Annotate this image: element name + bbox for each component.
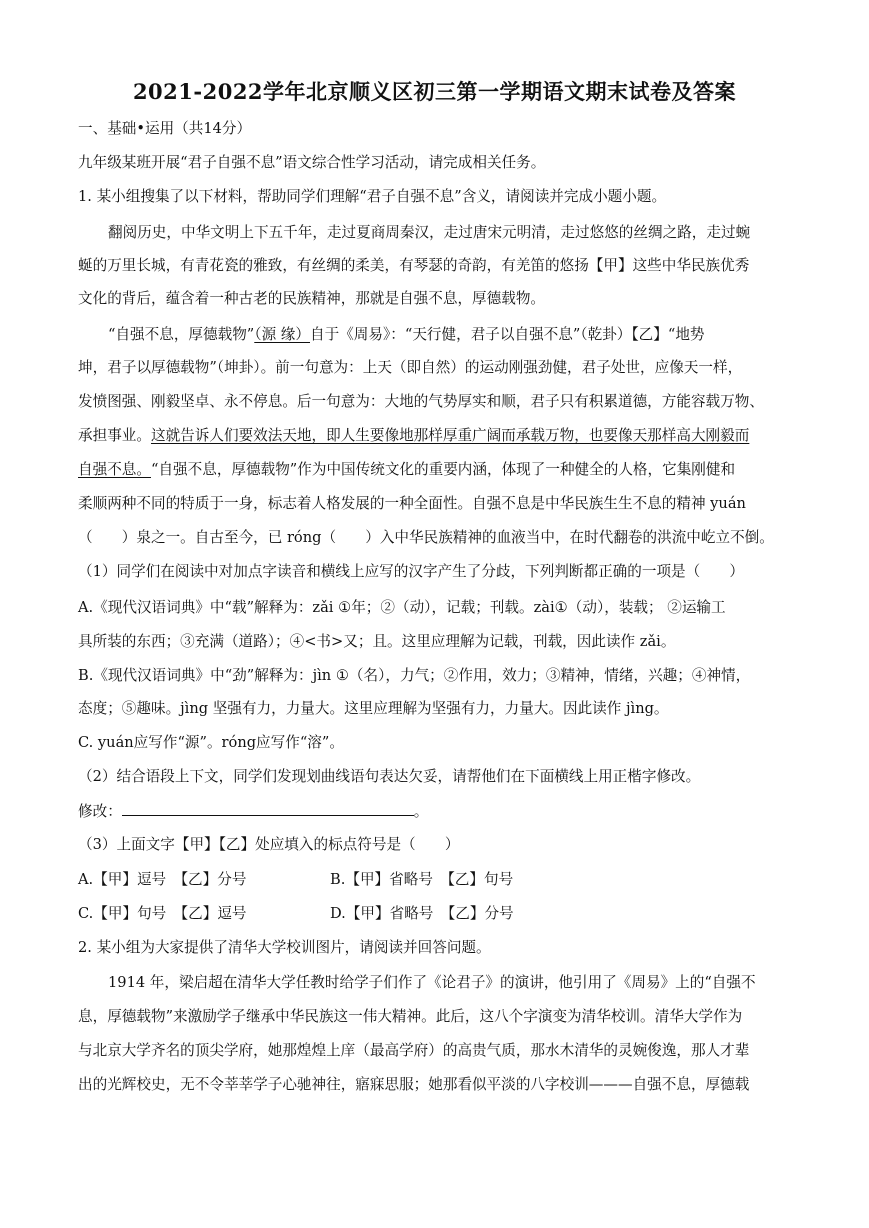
section-heading: 一、基础•运用（共14分） [78,120,252,137]
question-1: 1. 某小组搜集了以下材料，帮助同学们理解“君子自强不息”含义，请阅读并完成小题小题。 [78,188,667,205]
text-span: 承担事业。 [78,427,151,444]
choice-c: C.【甲】句号 【乙】逗号 [78,905,247,922]
correction-line [78,801,428,822]
question-2: 2. 某小组为大家提供了清华大学校训图片，请阅读并回答问题。 [78,939,491,956]
text-span: 。 [413,803,429,820]
correction-label: 修改： [78,803,122,820]
activity-intro: 九年级某班开展“君子自强不息”语文综合性学习活动，请完成相关任务。 [78,154,546,171]
sub-question-2: （2）结合语段上下文，同学们发现划曲线语句表达欠妥，请帮他们在下面横线上用正楷字修改。 [78,768,701,785]
option-c-line: C. yuán应写作“源”。róng应写作“溶”。 [78,734,344,751]
text-span: “自强不息，厚德载物”作为中国传统文化的重要内涵，体现了一种健全的人格，它集刚健和 [150,461,736,478]
paragraph-2-line: 柔顺两种不同的特质于一身，标志着人格发展的一种全面性。自强不息是中华民族生生不息的精神 yuán [78,495,746,512]
page-title: 2021-2022学年北京顺义区初三第一学期语文期末试卷及答案 [132,79,737,104]
paragraph-2-line [108,325,705,345]
paragraph-1-line: 文化的背后，蕴含着一种古老的民族精神，那就是自强不息，厚德载物。 [78,290,546,307]
choice-d: D.【甲】省略号 【乙】分号 [330,905,514,922]
paragraph-1-line: 蜒的万里长城，有青花瓷的雅致，有丝绸的柔美，有琴瑟的奇韵，有羌笛的悠扬【甲】这些中华民族优秀 [78,257,750,274]
underlined-sentence: 这就告诉人们要效法天地，即人生要像地那样厚重广阔而承载万物，也要像天那样高大刚毅而 [150,427,750,444]
option-a-line: 具所装的东西；③充满（道路）；④<书>又；且。这里应理解为记载，刊载，因此读作 zǎi。 [78,633,676,650]
option-b-line: B.《现代汉语词典》中“劲”解释为：jìn ①（名），力气；②作用，效力；③精神，情绪，兴趣；④神情， [78,667,751,684]
sub-question-3: （3）上面文字【甲】【乙】处应填入的标点符号是（ ） [78,836,460,853]
word-choice-blank: （源 缘） [254,326,310,343]
paragraph-2-line: 发愤图强、刚毅坚卓、永不停息。后一句意为：大地的气势厚实和顺，君子只有积累道德，方能容载万物、 [78,393,764,410]
correction-blank[interactable] [122,801,414,816]
paragraph-1-line: 翻阅历史，中华文明上下五千年，走过夏商周秦汉，走过唐宋元明清，走过悠悠的丝绸之路，走过蜿 [108,224,751,241]
option-a-line: A.《现代汉语词典》中“载”解释为：zǎi ①年；②（动），记载；刊载。zài①（动），装载； ②运输工 [78,599,726,616]
paragraph-2-line: （ ）泉之一。自古至今，已 róng（ ）入中华民族精神的血液当中，在时代翻卷的洪流中屹立不倒。 [78,529,774,546]
choice-b: B.【甲】省略号 【乙】句号 [330,871,514,888]
quote-source: 自于《周易》：“天行健，君子以自强不息”（乾卦）【乙】“地势 [310,326,705,343]
sub-question-1: （1）同学们在阅读中对加点字读音和横线上应写的汉字产生了分歧，下列判断都正确的一项是（ ） [78,563,745,580]
quote-text: “自强不息，厚德载物” [108,326,255,343]
paragraph-3-line: 与北京大学齐名的顶尖学府，她那煌煌上庠（最高学府）的高贵气质，那水木清华的灵婉俊逸，那人才辈 [78,1042,750,1059]
choice-a: A.【甲】逗号 【乙】分号 [78,871,247,888]
paragraph-3-line: 1914 年，梁启超在清华大学任教时给学子们作了《论君子》的演讲，他引用了《周易》上的“自强不 [108,974,756,991]
option-b-line: 态度；⑤趣味。jìng 坚强有力，力量大。这里应理解为坚强有力，力量大。因此读作 jìng。 [78,700,669,717]
paragraph-3-line: 息，厚德载物”来激励学子继承中华民族这一伟大精神。此后，这八个字演变为清华校训。清华大学作为 [78,1008,743,1025]
paragraph-3-line: 出的光辉校史，无不令莘莘学子心驰神往，寤寐思服；她那看似平淡的八字校训———自强不息，厚德载 [78,1076,750,1093]
underlined-sentence: 自强不息。 [78,461,151,478]
paragraph-2-line [78,426,749,446]
paragraph-2-line: 坤，君子以厚德载物”（坤卦）。前一句意为：上天（即自然）的运动刚强劲健，君子处世，应像天一样， [78,359,743,376]
paragraph-2-line [78,460,735,480]
